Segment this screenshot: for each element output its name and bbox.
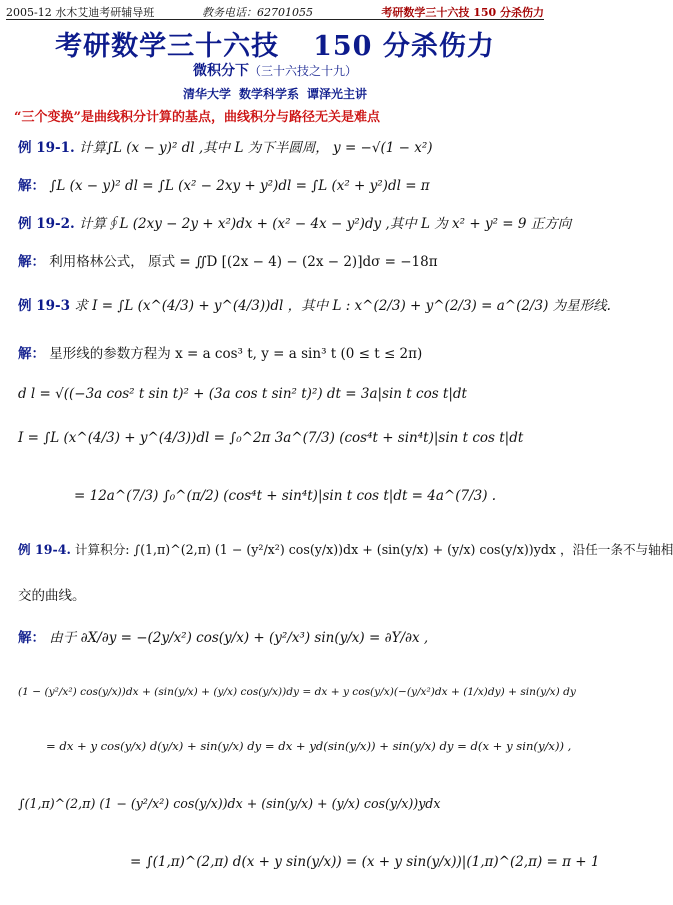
title-main: 考研数学三十六技 <box>55 31 280 62</box>
example-text: 计算积分: ∫(1,π)^(2,π) (1 − (y²/x²) cos(y/x))dx + (sin(y/x) + (y/x) cos(y/x))ydx ，沿任一条不与轴相 <box>74 542 673 557</box>
example-label: 例 19-2. <box>18 216 75 232</box>
example-19-4-continuation: 交的曲线。 <box>18 588 86 604</box>
solution-label: 解： <box>18 630 45 646</box>
author-line <box>0 85 550 102</box>
author-dept: 数学科学系 <box>238 87 299 101</box>
header-rule <box>6 19 544 20</box>
example-19-2 <box>18 216 571 232</box>
author-name: 谭泽光主讲 <box>307 87 368 101</box>
header-left: 2005-12 水木艾迪考研辅导班 <box>6 6 155 19</box>
example-text: 求 I = ∫L (x^(4/3) + y^(4/3))dl ，其中 L : x^(2/3) + y^(2/3) = a^(2/3) 为星形线. <box>74 298 611 314</box>
example-text: 计算∮L (2xy − 2y + x²)dx + (x² − 4x − y²)dy ,其中 L 为 x² + y² = 9 正方向 <box>78 216 572 232</box>
solution-19-3 <box>18 346 422 362</box>
arc-length-formula: d l = √((−3a cos² t sin t)² + (3a cos t sin² t)²) dt = 3a|sin t cos t|dt <box>18 386 467 402</box>
example-19-4 <box>18 542 673 557</box>
solution-19-4 <box>18 630 428 646</box>
solution-label: 解： <box>18 346 45 362</box>
solution-text: ∫L (x − y)² dl = ∫L (x² − 2xy + y²)dl = ∫L (x² + y²)dl = π <box>49 178 430 194</box>
solution-text: 由于 ∂X/∂y = −(2y/x²) cos(y/x) + (y²/x³) sin(y/x) = ∂Y/∂x , <box>49 630 429 646</box>
header-phone: 教务电话：62701055 <box>202 6 313 19</box>
solution-text: 星形线的参数方程为 x = a cos³ t, y = a sin³ t (0 ≤ t ≤ 2π) <box>49 346 423 362</box>
example-label: 例 19-1. <box>18 140 75 156</box>
header-right: 考研数学三十六技 150 分杀伤力 <box>381 6 544 19</box>
differential-expansion: (1 − (y²/x²) cos(y/x))dx + (sin(y/x) + (y/x) cos(y/x))dy = dx + y cos(y/x)(−(y/x²)dx + (1/x)dy) + sin(y/x) dy <box>18 686 576 698</box>
exact-differential: = dx + y cos(y/x) d(y/x) + sin(y/x) dy = dx + yd(sin(y/x)) + sin(y/x) dy = d(x + y sin(y/x)) , <box>46 739 572 753</box>
integral-result: = 12a^(7/3) ∫₀^(π/2) (cos⁴t + sin⁴t)|sin t cos t|dt = 4a^(7/3) . <box>74 488 497 504</box>
solution-label: 解： <box>18 254 45 270</box>
example-text: 计算∫L (x − y)² dl ,其中 L 为下半圆周， y = −√(1 − x²) <box>78 140 433 156</box>
author-school: 清华大学 <box>182 87 231 101</box>
example-19-3 <box>18 298 611 314</box>
final-result: = ∫(1,π)^(2,π) d(x + y sin(y/x)) = (x + y sin(y/x))|(1,π)^(2,π) = π + 1 <box>130 854 600 870</box>
solution-text: 利用格林公式， 原式 = ∬D [(2x − 4) − (2x − 2)]dσ = −18π <box>49 254 438 270</box>
example-19-1 <box>18 140 433 156</box>
page-title <box>0 24 550 63</box>
solution-19-1 <box>18 178 430 194</box>
example-label: 例 19-4. <box>18 542 71 557</box>
example-label: 例 19-3 <box>18 298 70 314</box>
subtitle-paren: （三十六技之十九） <box>248 64 357 78</box>
solution-19-2 <box>18 254 438 270</box>
tagline: “三个变换”是曲线积分计算的基点，曲线积分与路径无关是难点 <box>14 110 380 125</box>
path-integral: ∫(1,π)^(2,π) (1 − (y²/x²) cos(y/x))dx + (sin(y/x) + (y/x) cos(y/x))ydx <box>18 796 441 811</box>
subtitle <box>0 60 550 80</box>
running-header <box>6 4 544 20</box>
integral-setup: I = ∫L (x^(4/3) + y^(4/3))dl = ∫₀^2π 3a^(7/3) (cos⁴t + sin⁴t)|sin t cos t|dt <box>18 430 524 446</box>
title-side: 150 分杀伤力 <box>313 31 495 62</box>
subtitle-main: 微积分下 <box>192 63 249 79</box>
solution-label: 解： <box>18 178 45 194</box>
